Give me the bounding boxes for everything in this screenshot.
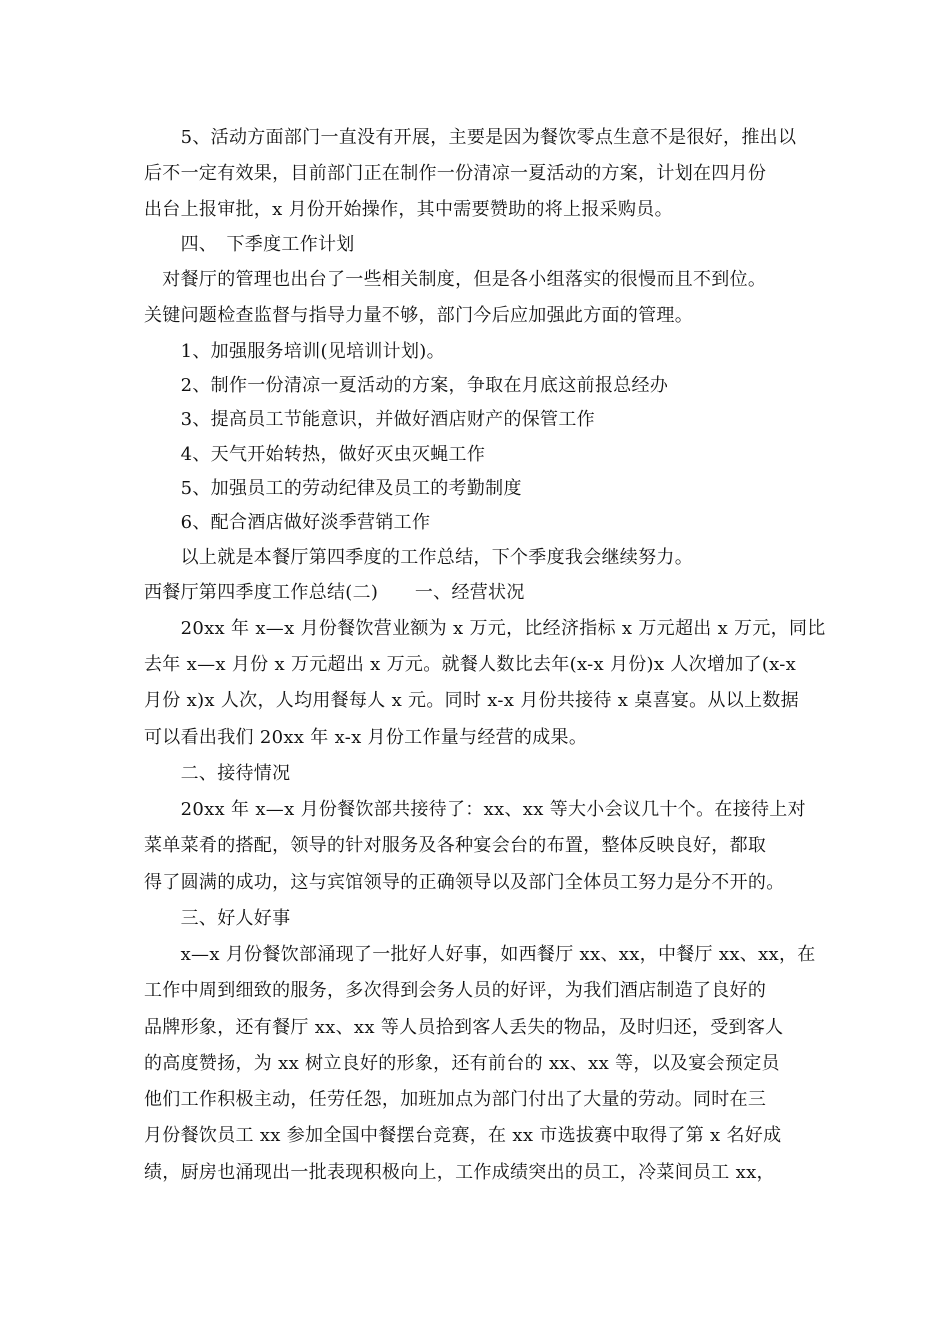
section-heading: 四、 下季度工作计划 xyxy=(144,234,355,255)
paragraph-line: 他们工作积极主动，任劳任怨，加班加点为部门付出了大量的劳动。同时在三 xyxy=(144,1089,767,1110)
paragraph-line: 可以看出我们 20xx 年 x-x 月份工作量与经营的成果。 xyxy=(144,727,588,748)
section-heading: 二、接待情况 xyxy=(144,763,291,784)
paragraph-line: 月份 x)x 人次，人均用餐每人 x 元。同时 x-x 月份共接待 x 桌喜宴。从以上数据 xyxy=(144,690,799,711)
paragraph-line: 工作中周到细致的服务，多次得到会务人员的好评，为我们酒店制造了良好的 xyxy=(144,980,767,1001)
paragraph-line: 得了圆满的成功，这与宾馆领导的正确领导以及部门全体员工努力是分不开的。 xyxy=(144,872,785,893)
list-item: 3、提高员工节能意识，并做好酒店财产的保管工作 xyxy=(144,409,595,430)
section-heading: 三、好人好事 xyxy=(144,908,291,929)
paragraph-line: 以上就是本餐厅第四季度的工作总结，下个季度我会继续努力。 xyxy=(144,547,693,568)
document-title: 西餐厅第四季度工作总结(二) 一、经营状况 xyxy=(144,582,525,603)
paragraph-line: 20xx 年 x—x 月份餐饮营业额为 x 万元，比经济指标 x 万元超出 x 万元，同比 xyxy=(144,618,826,639)
list-item: 4、天气开始转热，做好灭虫灭蝇工作 xyxy=(144,444,486,465)
paragraph-line: 品牌形象，还有餐厅 xx、xx 等人员拾到客人丢失的物品，及时归还，受到客人 xyxy=(144,1017,784,1038)
paragraph-line: 5、活动方面部门一直没有开展，主要是因为餐饮零点生意不是很好，推出以 xyxy=(144,127,797,148)
paragraph-line: 去年 x—x 月份 x 万元超出 x 万元。就餐人数比去年(x-x 月份)x 人次增加了(x-x xyxy=(144,654,797,675)
paragraph-line: 20xx 年 x—x 月份餐饮部共接待了：xx、xx 等大小会议几十个。在接待上对 xyxy=(144,799,806,820)
paragraph-line: x—x 月份餐饮部涌现了一批好人好事，如西餐厅 xx、xx，中餐厅 xx、xx，在 xyxy=(144,944,816,965)
paragraph-line: 出台上报审批，x 月份开始操作，其中需要赞助的将上报采购员。 xyxy=(144,199,673,220)
list-item: 6、配合酒店做好淡季营销工作 xyxy=(144,512,431,533)
paragraph-line: 后不一定有效果，目前部门正在制作一份清凉一夏活动的方案，计划在四月份 xyxy=(144,163,767,184)
paragraph-line: 关键问题检查监督与指导力量不够，部门今后应加强此方面的管理。 xyxy=(144,305,693,326)
list-item: 2、制作一份清凉一夏活动的方案，争取在月底这前报总经办 xyxy=(144,375,669,396)
list-item: 5、加强员工的劳动纪律及员工的考勤制度 xyxy=(144,478,522,499)
paragraph-line: 菜单菜肴的搭配，领导的针对服务及各种宴会台的布置，整体反映良好，都取 xyxy=(144,835,767,856)
paragraph-line: 绩，厨房也涌现出一批表现积极向上，工作成绩突出的员工，冷菜间员工 xx， xyxy=(144,1162,775,1183)
paragraph-line: 月份餐饮员工 xx 参加全国中餐摆台竞赛，在 xx 市选拔赛中取得了第 x 名好成 xyxy=(144,1125,782,1146)
list-item: 1、加强服务培训(见培训计划)。 xyxy=(144,341,445,362)
paragraph-line: 对餐厅的管理也出台了一些相关制度，但是各小组落实的很慢而且不到位。 xyxy=(144,269,767,290)
paragraph-line: 的高度赞扬，为 xx 树立良好的形象，还有前台的 xx、xx 等，以及宴会预定员 xyxy=(144,1053,780,1074)
